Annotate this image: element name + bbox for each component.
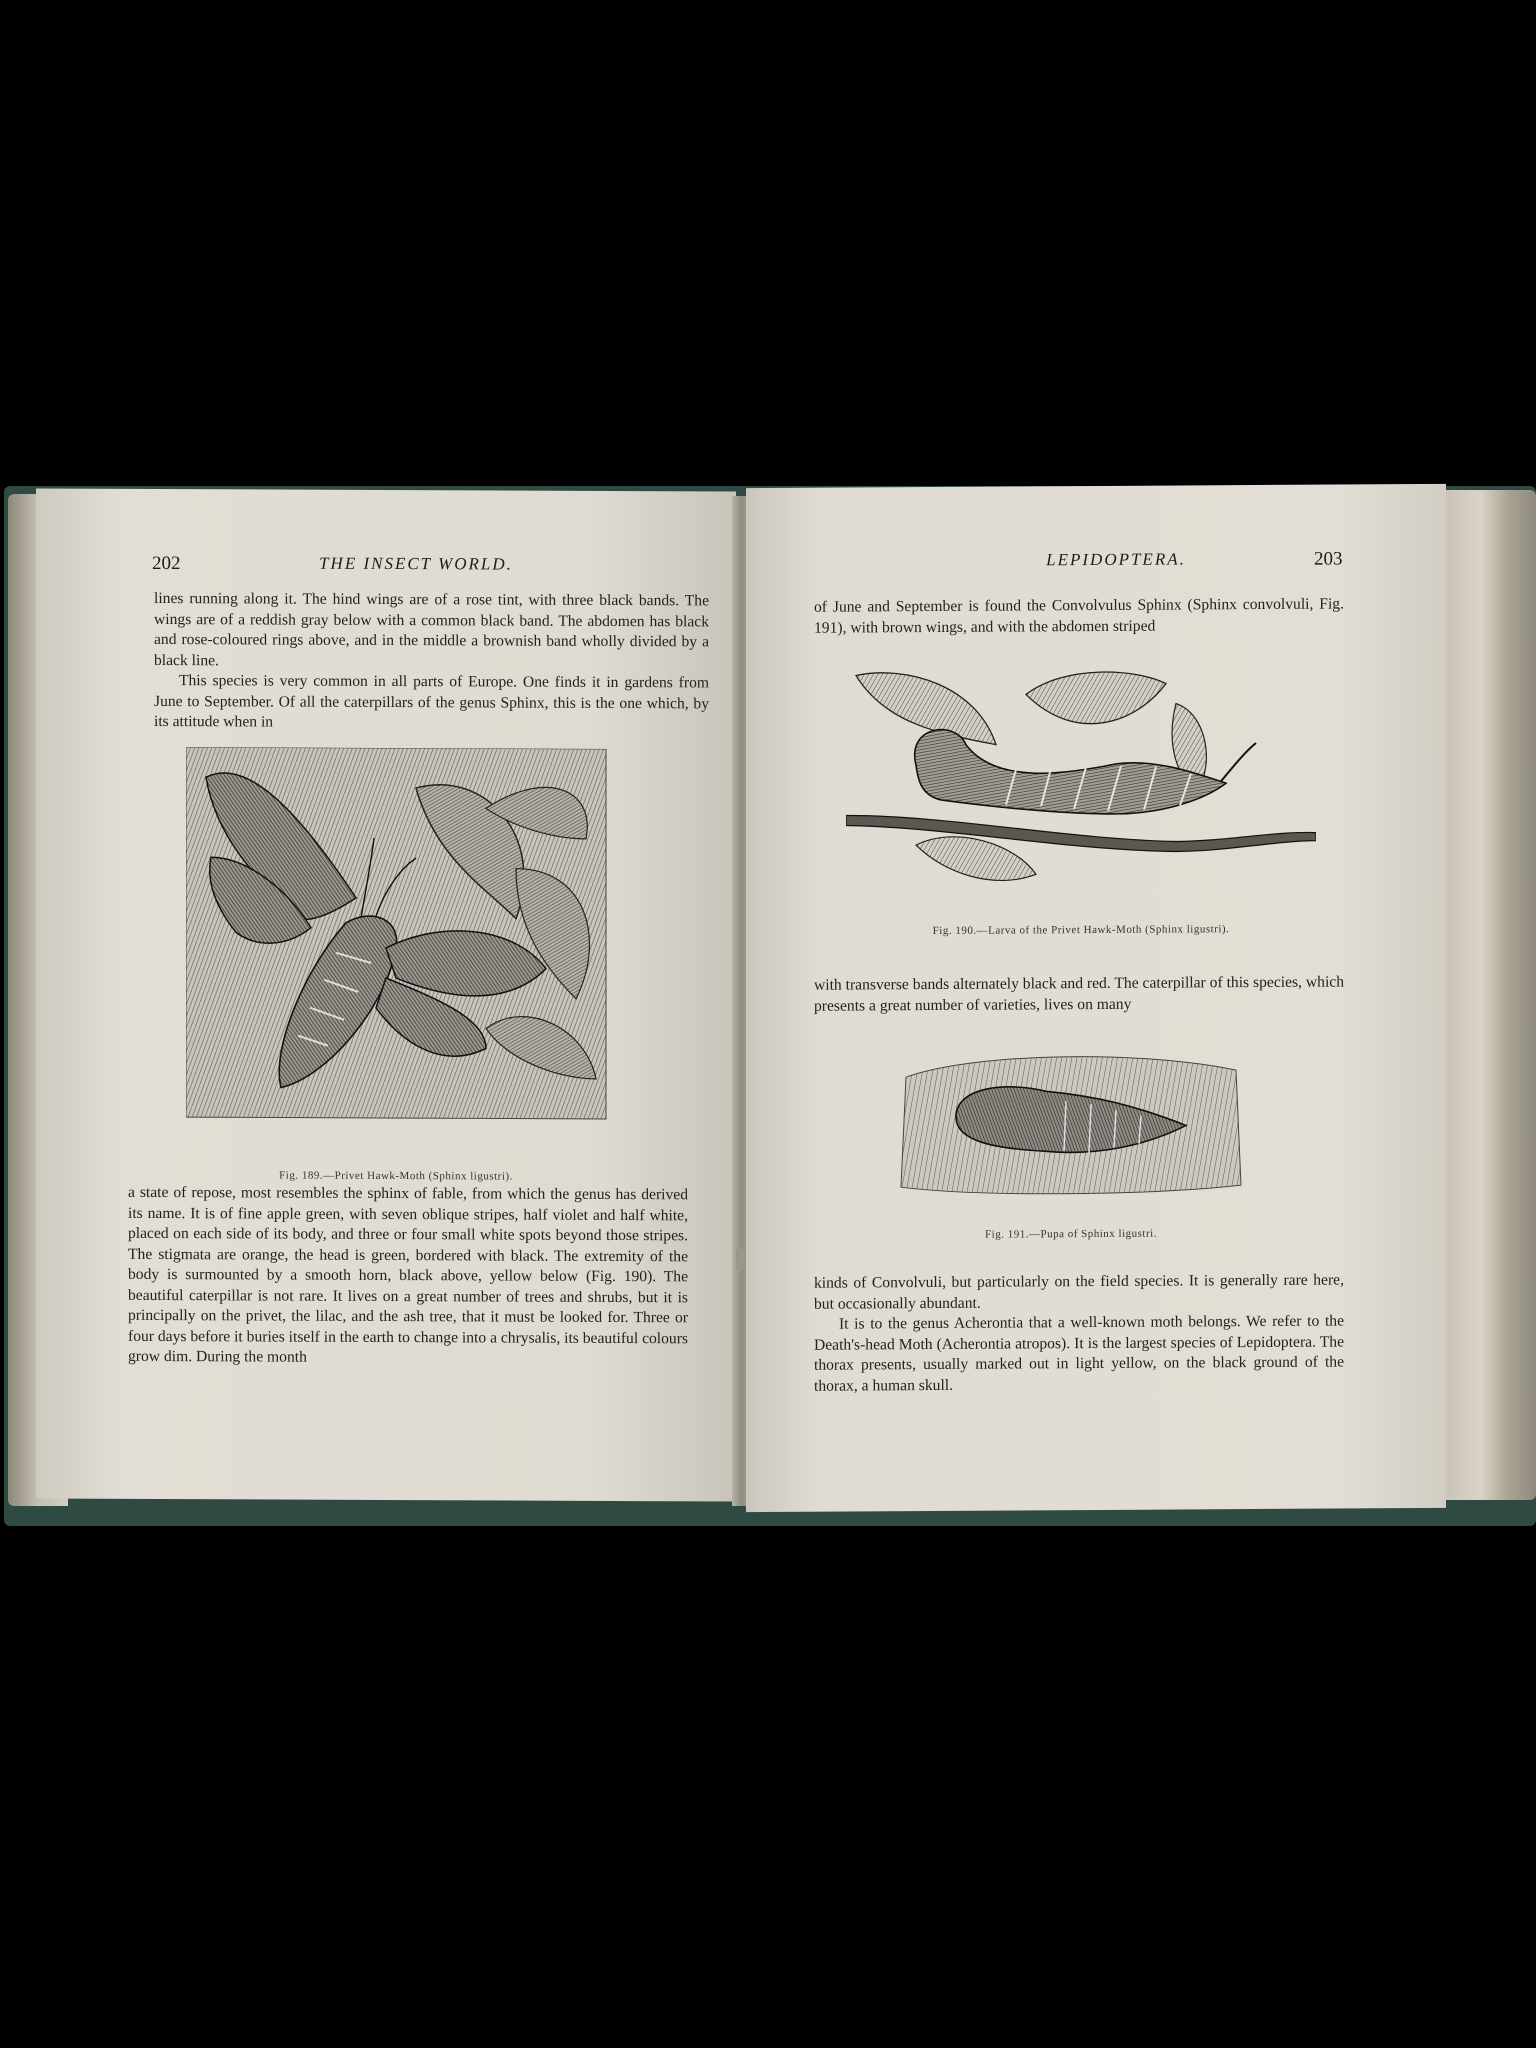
left-text-bottom (128, 1183, 688, 1370)
right-paragraph-3: kinds of Convolvuli, but particularly on the field species. It is generally rare here, but occasionally abundant. (814, 1271, 1344, 1313)
right-figure2-caption: Fig. 191.—Pupa of Sphinx ligustri. (985, 1227, 1157, 1241)
left-running-title: THE INSECT WORLD. (319, 553, 513, 574)
right-text-middle (814, 972, 1344, 1016)
left-page (36, 488, 736, 1501)
right-figure1-caption: Fig. 190.—Larva of the Privet Hawk-Moth (Sphinx ligustri). (932, 923, 1230, 937)
left-page-number: 202 (152, 552, 181, 575)
left-paragraph-2: This species is very common in all parts of Europe. One finds it in gardens from June to September. Of all the caterpillars of the genus Sphinx, this is the one which, by its attitude when in (154, 672, 709, 731)
right-running-head (746, 548, 1446, 576)
right-page-number: 203 (1314, 548, 1343, 570)
right-paragraph-1: of June and September is found the Convolvulus Sphinx (Sphinx convolvuli, Fig. 191), with brown wings, and with the abdomen striped (814, 595, 1344, 637)
right-paragraph-2: with transverse bands alternately black and red. The caterpillar of this species, which presents a great number of varieties, lives on many (814, 973, 1344, 1015)
binding-thread (736, 1248, 744, 1270)
left-text-top (154, 589, 709, 735)
hawk-moth-illustration (186, 747, 616, 1139)
right-paragraph-4: It is to the genus Acherontia that a well-known moth belongs. We refer to the Death's-head Moth (Acherontia atropos). It is the largest species of Lepidoptera. The thorax presents, usually marked out in light yellow, on the black ground of the thorax, a human skull. (814, 1312, 1344, 1395)
right-page (746, 484, 1446, 1512)
right-running-title: LEPIDOPTERA. (1046, 549, 1186, 570)
pupa-illustration (896, 1045, 1246, 1197)
caterpillar-illustration (846, 663, 1316, 896)
left-paragraph-1: lines running along it. The hind wings are of a rose tint, with three black bands. The wings are of a reddish gray below with a common black band. The abdomen has black and rose-coloured rings above, and in the middle a brownish band wholly divided by a black line. (154, 589, 709, 669)
right-text-bottom (814, 1270, 1344, 1396)
page-edges-right (1444, 490, 1536, 1500)
left-figure-caption: Fig. 189.—Privet Hawk-Moth (Sphinx ligustri). (279, 1169, 513, 1183)
right-text-top (814, 594, 1344, 638)
left-paragraph-3: a state of repose, most resembles the sphinx of fable, from which the genus has derived its name. It is of fine apple green, with seven oblique stripes, half violet and half white, placed on each side of its body, and three or four small white spots beyond those stripes. The stigmata are orange, the head is green, bordered with black. The extremity of the body is surmounted by a smooth horn, black above, yellow below (Fig. 190). The beautiful caterpillar is not rare. It lives on a great number of trees and shrubs, but it is principally on the privet, the lilac, and the ash tree, that it must be looked for. Three or four days before it buries itself in the earth to change into a chrysalis, its beautiful colours grow dim. During the month (128, 1183, 688, 1366)
left-running-head (36, 552, 736, 579)
